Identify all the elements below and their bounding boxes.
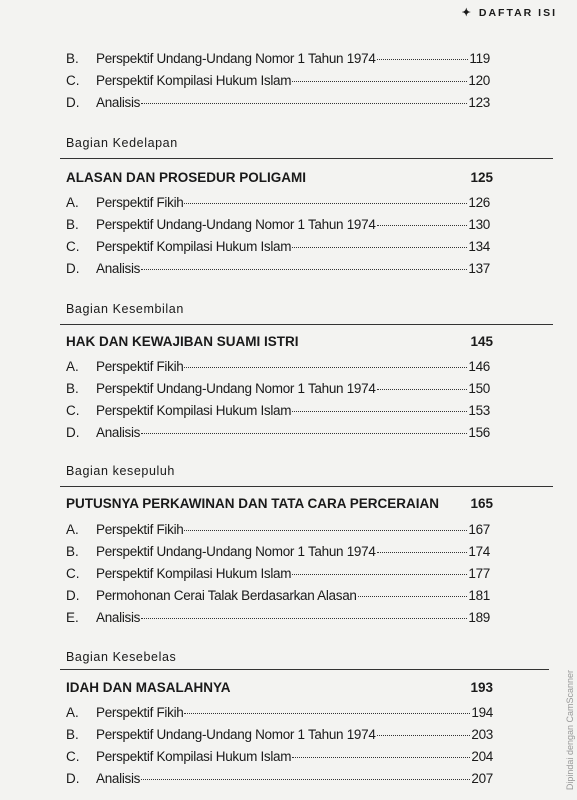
toc-entry bbox=[66, 73, 490, 91]
entry-letter: D. bbox=[66, 261, 80, 276]
section-rule bbox=[60, 324, 553, 325]
entry-letter: B. bbox=[66, 217, 79, 232]
entry-title: Perspektif Undang-Undang Nomor 1 Tahun 1974 bbox=[96, 544, 376, 559]
toc-entry bbox=[66, 217, 490, 235]
leader-dots bbox=[141, 618, 467, 619]
entry-letter: D. bbox=[66, 425, 80, 440]
entry-letter: C. bbox=[66, 73, 80, 88]
entry-letter: D. bbox=[66, 588, 80, 603]
leader-dots bbox=[184, 713, 470, 714]
entry-page: 189 bbox=[468, 610, 490, 625]
toc-entry bbox=[66, 727, 493, 745]
chapter-page: 145 bbox=[470, 334, 493, 349]
leader-dots bbox=[292, 411, 467, 412]
entry-page: 167 bbox=[468, 522, 490, 537]
entry-title: Analisis bbox=[96, 425, 141, 440]
leader-dots bbox=[377, 225, 468, 226]
leader-dots bbox=[141, 269, 467, 270]
entry-page: 207 bbox=[471, 771, 493, 786]
chapter-page: 125 bbox=[470, 170, 493, 185]
entry-page: 130 bbox=[468, 217, 490, 232]
header-title: DAFTAR ISI bbox=[478, 7, 557, 19]
entry-page: 134 bbox=[468, 239, 490, 254]
toc-entry bbox=[66, 51, 490, 69]
entry-page: 203 bbox=[471, 727, 493, 742]
toc-entry bbox=[66, 95, 490, 113]
entry-title: Perspektif Undang-Undang Nomor 1 Tahun 1974 bbox=[96, 381, 376, 396]
entry-letter: D. bbox=[66, 95, 80, 110]
toc-entry bbox=[66, 425, 490, 443]
leader-dots bbox=[358, 596, 468, 597]
leader-dots bbox=[377, 735, 471, 736]
toc-entry bbox=[66, 359, 490, 377]
leader-dots bbox=[292, 757, 470, 758]
chapter-title: IDAH DAN MASALAHNYA bbox=[66, 680, 231, 695]
entry-title: Perspektif Undang-Undang Nomor 1 Tahun 1974 bbox=[96, 727, 376, 742]
entry-title: Perspektif Kompilasi Hukum Islam bbox=[96, 73, 292, 88]
entry-letter: D. bbox=[66, 771, 80, 786]
toc-entry bbox=[66, 195, 490, 213]
section-label: Bagian Kesebelas bbox=[66, 650, 177, 664]
section-title bbox=[66, 302, 184, 316]
entry-title: Perspektif Kompilasi Hukum Islam bbox=[96, 749, 292, 764]
section-rule bbox=[60, 669, 549, 670]
leader-dots bbox=[184, 203, 467, 204]
star-icon: ✦ bbox=[461, 7, 473, 19]
entry-letter: C. bbox=[66, 403, 80, 418]
leader-dots bbox=[377, 552, 468, 553]
entry-letter: C. bbox=[66, 239, 80, 254]
running-header bbox=[462, 6, 557, 19]
entry-page: 194 bbox=[471, 705, 493, 720]
chapter-heading bbox=[66, 496, 493, 511]
entry-page: 119 bbox=[469, 51, 490, 66]
chapter-page: 193 bbox=[470, 680, 493, 695]
leader-dots bbox=[184, 530, 467, 531]
entry-letter: C. bbox=[66, 749, 80, 764]
entry-title: Analisis bbox=[96, 771, 141, 786]
entry-page: 137 bbox=[468, 261, 490, 276]
leader-dots bbox=[141, 433, 467, 434]
entry-letter: A. bbox=[66, 705, 79, 720]
entry-page: 120 bbox=[468, 73, 490, 88]
entry-letter: B. bbox=[66, 51, 79, 66]
chapter-title: ALASAN DAN PROSEDUR POLIGAMI bbox=[66, 170, 307, 185]
section-rule bbox=[60, 486, 553, 487]
entry-page: 174 bbox=[468, 544, 490, 559]
entry-page: 156 bbox=[468, 425, 490, 440]
entry-letter: A. bbox=[66, 359, 79, 374]
entry-page: 146 bbox=[468, 359, 490, 374]
leader-dots bbox=[292, 574, 467, 575]
entry-page: 150 bbox=[468, 381, 490, 396]
entry-letter: A. bbox=[66, 522, 79, 537]
toc-entry bbox=[66, 566, 490, 584]
scanner-watermark: Dipindai dengan CamScanner bbox=[565, 669, 575, 790]
section-title bbox=[66, 650, 176, 664]
entry-title: Perspektif Undang-Undang Nomor 1 Tahun 1974 bbox=[96, 51, 376, 66]
leader-dots bbox=[184, 367, 467, 368]
chapter-heading bbox=[66, 680, 493, 695]
entry-page: 126 bbox=[468, 195, 490, 210]
section-title bbox=[66, 136, 178, 150]
leader-dots bbox=[141, 103, 467, 104]
entry-letter: E. bbox=[66, 610, 79, 625]
chapter-page: 165 bbox=[470, 496, 493, 511]
entry-page: 123 bbox=[468, 95, 490, 110]
chapter-title: PUTUSNYA PERKAWINAN DAN TATA CARA PERCERAIAN bbox=[66, 496, 440, 511]
entry-title: Analisis bbox=[96, 95, 141, 110]
toc-entry bbox=[66, 588, 490, 606]
toc-entry bbox=[66, 544, 490, 562]
entry-letter: B. bbox=[66, 381, 79, 396]
entry-page: 177 bbox=[468, 566, 490, 581]
entry-title: Perspektif Kompilasi Hukum Islam bbox=[96, 403, 292, 418]
entry-title: Perspektif Kompilasi Hukum Islam bbox=[96, 566, 292, 581]
entry-page: 153 bbox=[468, 403, 490, 418]
leader-dots bbox=[292, 247, 467, 248]
entry-title: Perspektif Fikih bbox=[96, 522, 184, 537]
toc-entry bbox=[66, 610, 490, 628]
chapter-heading bbox=[66, 170, 493, 185]
chapter-title: HAK DAN KEWAJIBAN SUAMI ISTRI bbox=[66, 334, 299, 349]
toc-entry bbox=[66, 522, 490, 540]
leader-dots bbox=[377, 59, 469, 60]
section-rule bbox=[60, 158, 553, 159]
toc-entry bbox=[66, 239, 490, 257]
entry-title: Analisis bbox=[96, 261, 141, 276]
entry-title: Perspektif Fikih bbox=[96, 359, 184, 374]
section-label: Bagian Kesembilan bbox=[66, 302, 184, 316]
toc-entry bbox=[66, 381, 490, 399]
entry-title: Permohonan Cerai Talak Berdasarkan Alasan bbox=[96, 588, 357, 603]
entry-page: 181 bbox=[468, 588, 490, 603]
entry-letter: A. bbox=[66, 195, 79, 210]
section-label: Bagian Kedelapan bbox=[66, 136, 178, 150]
entry-title: Perspektif Fikih bbox=[96, 195, 184, 210]
leader-dots bbox=[377, 389, 468, 390]
entry-title: Analisis bbox=[96, 610, 141, 625]
toc-entry bbox=[66, 261, 490, 279]
entry-letter: B. bbox=[66, 727, 79, 742]
entry-letter: C. bbox=[66, 566, 80, 581]
entry-letter: B. bbox=[66, 544, 79, 559]
leader-dots bbox=[141, 779, 470, 780]
section-label: Bagian kesepuluh bbox=[66, 464, 175, 478]
toc-entry bbox=[66, 771, 493, 789]
entry-title: Perspektif Fikih bbox=[96, 705, 184, 720]
entry-page: 204 bbox=[471, 749, 493, 764]
toc-entry bbox=[66, 403, 490, 421]
chapter-heading bbox=[66, 334, 493, 349]
toc-entry bbox=[66, 749, 493, 767]
entry-title: Perspektif Kompilasi Hukum Islam bbox=[96, 239, 292, 254]
leader-dots bbox=[292, 81, 467, 82]
section-title bbox=[66, 464, 175, 478]
entry-title: Perspektif Undang-Undang Nomor 1 Tahun 1974 bbox=[96, 217, 376, 232]
toc-entry bbox=[66, 705, 493, 723]
